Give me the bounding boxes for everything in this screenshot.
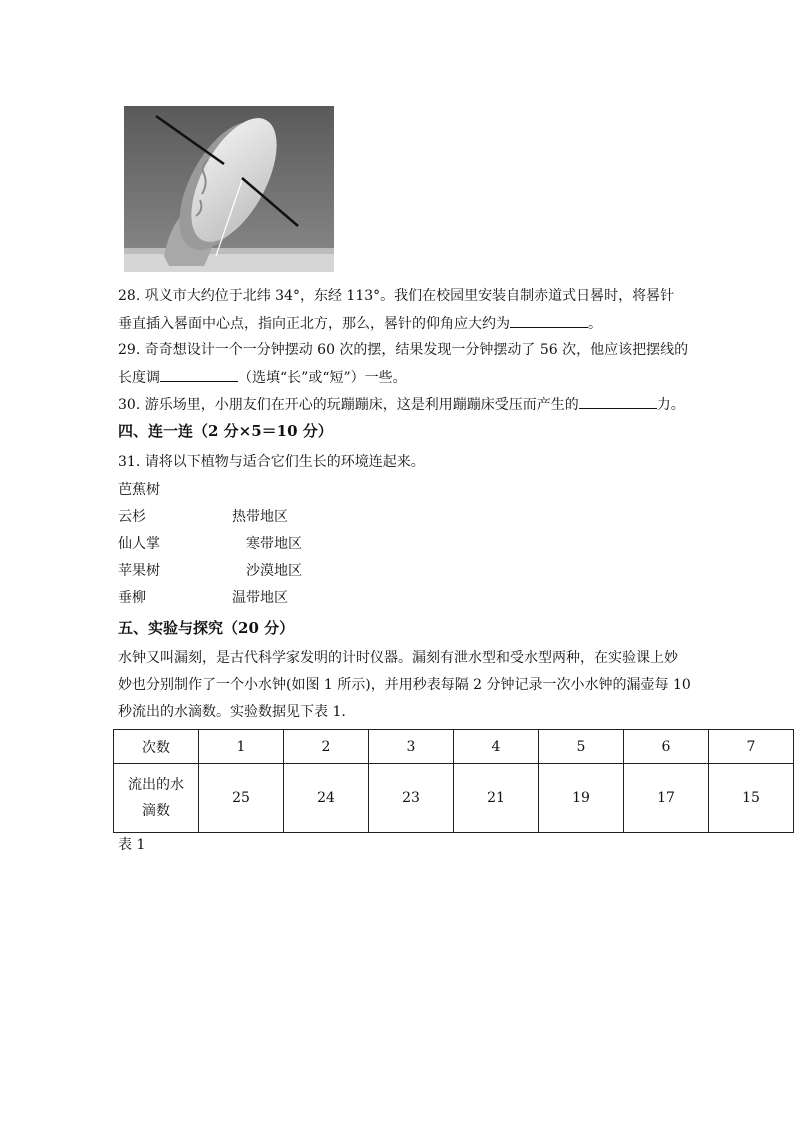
question-28-text: 垂直插入晷面中心点，指向正北方，那么，晷针的仰角应大约为 xyxy=(118,316,510,332)
table-cell: 2 xyxy=(284,730,369,764)
question-30 xyxy=(118,394,685,415)
data-table xyxy=(113,729,794,833)
question-28-line1: 28. 巩义市大约位于北纬 34°，东经 113°。我们在校园里安装自制赤道式日晷时，将晷针 xyxy=(118,288,675,304)
table-cell: 24 xyxy=(284,764,369,833)
table-header-count: 次数 xyxy=(114,730,199,764)
section-5-para-line3: 秒流出的水滴数。实验数据见下表 1. xyxy=(118,704,346,720)
sundial-photo xyxy=(124,106,334,272)
region-temperate[interactable]: 温带地区 xyxy=(232,590,288,606)
table-cell: 25 xyxy=(199,764,284,833)
section-5-para-line1: 水钟又叫漏刻，是古代科学家发明的计时仪器。漏刻有泄水型和受水型两种，在实验课上妙 xyxy=(118,650,678,666)
section-5-para-line2: 妙也分别制作了一个小水钟(如图 1 所示)，并用秒表每隔 2 分钟记录一次小水钟的漏壶每 10 xyxy=(118,677,691,693)
plant-willow[interactable]: 垂柳 xyxy=(118,590,146,606)
question-30-end: 力。 xyxy=(656,397,685,413)
table-cell: 7 xyxy=(709,730,794,764)
table-cell: 5 xyxy=(539,730,624,764)
table-cell: 23 xyxy=(369,764,454,833)
region-desert[interactable]: 沙漠地区 xyxy=(246,563,302,579)
table-cell: 1 xyxy=(199,730,284,764)
question-28-line2 xyxy=(118,313,602,334)
question-29-text: 长度调 xyxy=(118,370,160,386)
table-cell: 19 xyxy=(539,764,624,833)
answer-blank-28[interactable] xyxy=(510,313,588,328)
plant-spruce[interactable]: 云杉 xyxy=(118,509,146,525)
plant-cactus[interactable]: 仙人掌 xyxy=(118,536,160,552)
table-row-drops xyxy=(114,764,794,833)
table-header-drops-line2: 滴数 xyxy=(142,803,170,819)
table-cell: 15 xyxy=(709,764,794,833)
table-header-drops-line1: 流出的水 xyxy=(128,777,184,793)
question-29-line1: 29. 奇奇想设计一个一分钟摆动 60 次的摆，结果发现一分钟摆动了 56 次，他应该把摆线的 xyxy=(118,342,689,358)
answer-blank-30[interactable] xyxy=(579,394,657,409)
section-4-heading: 四、连一连（2 分×5＝10 分） xyxy=(118,422,333,440)
question-29-end: （选填“长”或“短”）一些。 xyxy=(238,370,407,386)
table-cell: 17 xyxy=(624,764,709,833)
table-cell: 3 xyxy=(369,730,454,764)
table-row-counts xyxy=(114,730,794,764)
answer-blank-29[interactable] xyxy=(160,367,238,382)
region-frigid[interactable]: 寒带地区 xyxy=(246,536,302,552)
question-28-end: 。 xyxy=(588,316,602,332)
question-29-line2 xyxy=(118,367,407,388)
table-cell: 4 xyxy=(454,730,539,764)
region-tropical[interactable]: 热带地区 xyxy=(232,509,288,525)
table-cell: 6 xyxy=(624,730,709,764)
plant-banana[interactable]: 芭蕉树 xyxy=(118,482,160,498)
question-30-text: 30. 游乐场里，小朋友们在开心的玩蹦蹦床，这是利用蹦蹦床受压而产生的 xyxy=(118,397,579,413)
question-31: 31. 请将以下植物与适合它们生长的环境连起来。 xyxy=(118,454,425,470)
table-cell: 21 xyxy=(454,764,539,833)
table-caption: 表 1 xyxy=(118,837,146,853)
table-header-drops xyxy=(114,764,199,833)
section-5-heading: 五、实验与探究（20 分） xyxy=(118,619,295,637)
plant-apple[interactable]: 苹果树 xyxy=(118,563,160,579)
